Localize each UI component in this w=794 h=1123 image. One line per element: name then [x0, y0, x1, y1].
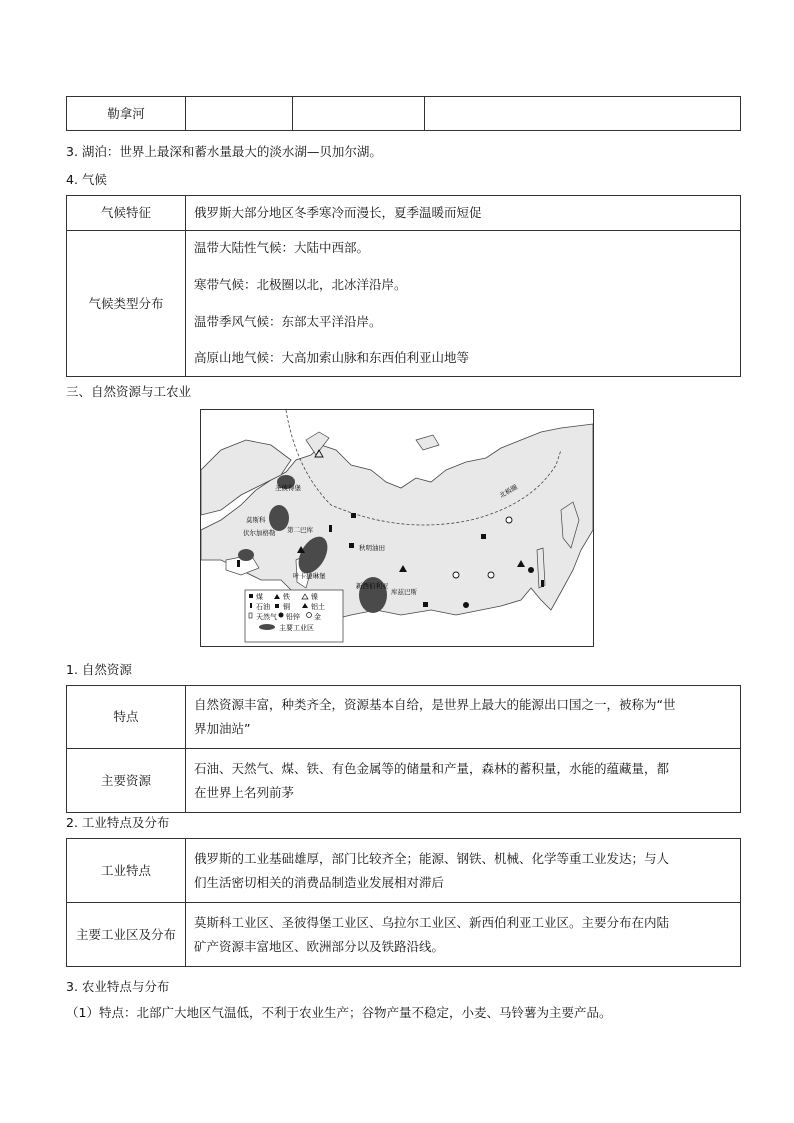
industry-feature-label: 工业特点	[67, 839, 186, 903]
legend-coal: 煤	[256, 593, 263, 601]
oil-icon	[329, 525, 332, 532]
legend-coal-icon	[249, 594, 253, 598]
coal-icon	[481, 534, 486, 539]
industry-zones-label: 主要工业区及分布	[67, 903, 186, 967]
gold-icon	[506, 517, 512, 523]
coal-icon	[351, 513, 356, 518]
empty-cell	[425, 97, 741, 131]
agriculture-heading: 3. 农业特点与分布	[66, 979, 170, 994]
text-line: 们生活密切相关的消费品制造业发展相对滞后	[194, 874, 445, 890]
gold-icon	[488, 572, 494, 578]
legend-industrial-zone: 主要工业区	[279, 624, 314, 632]
agriculture-text: （1）特点：北部广大地区气温低，不利于农业生产；谷物产量不稳定，小麦、马铃薯为主要产品。	[66, 1005, 612, 1020]
legend-gas: 天然气	[256, 613, 277, 621]
lead-zinc-icon	[528, 567, 534, 573]
oil-icon	[237, 560, 240, 567]
industry-heading: 2. 工业特点及分布	[66, 815, 170, 830]
text-line: 石油、天然气、煤、铁、有色金属等的储量和产量，森林的蓄积量，水能的蕴藏量，都	[194, 760, 670, 776]
text-line: 自然资源丰富，种类齐全，资源基本自给，是世界上最大的能源出口国之一，被称为“世	[194, 697, 676, 713]
climate-type-line: 温带季风气候：东部太平洋沿岸。	[194, 313, 382, 329]
climate-table	[66, 195, 741, 377]
label-volgograd: 伏尔加格勒	[243, 529, 276, 537]
legend-gold: 金	[314, 613, 321, 621]
natural-resources-heading: 1. 自然资源	[66, 662, 132, 677]
label-second-baku: 第二巴库	[287, 526, 313, 534]
arctic-circle-label: 北极圈	[498, 483, 519, 500]
resources-feature-value	[186, 686, 741, 749]
gold-icon	[453, 572, 459, 578]
text-line: 俄罗斯的工业基础雄厚，部门比较齐全；能源、钢铁、机械、化学等重工业发达；与人	[194, 850, 670, 866]
river-name-cell: 勒拿河	[67, 97, 186, 131]
legend-copper-icon	[275, 604, 279, 608]
empty-cell	[293, 97, 425, 131]
legend-nickel: 镍	[311, 593, 318, 601]
legend-industrial-zone-icon	[259, 624, 275, 630]
climate-feature-value: 俄罗斯大部分地区冬季寒冷而漫长，夏季温暖而短促	[186, 196, 741, 231]
lake-text: 3. 湖泊：世界上最深和蓄水量最大的淡水湖—贝加尔湖。	[66, 144, 382, 159]
text-line: 在世界上名列前茅	[194, 784, 295, 800]
legend-copper: 铜	[283, 603, 290, 611]
main-resources-label: 主要资源	[67, 749, 186, 813]
label-moscow: 莫斯科	[246, 516, 266, 524]
coal-icon	[423, 602, 428, 607]
lead-zinc-icon	[463, 602, 469, 608]
climate-type-line: 温带大陆性气候：大陆中西部。	[194, 240, 370, 255]
legend-lead-zinc-icon	[279, 613, 284, 618]
oil-icon	[541, 580, 544, 587]
climate-type-line: 寒带气候：北极圈以北，北冰洋沿岸。	[194, 276, 407, 292]
text-line: 界加油站”	[194, 721, 251, 736]
climate-types-label: 气候类型分布	[67, 231, 186, 377]
climate-feature-label: 气候特征	[67, 196, 186, 231]
climate-type-line: 高原山地气候：大高加索山脉和东西伯利亚山地等	[194, 350, 470, 366]
map-svg	[201, 410, 593, 646]
label-novosibirsk: 新西伯利亚	[356, 582, 389, 590]
industrial-zone-volga	[238, 549, 254, 561]
legend-gold-icon	[307, 613, 312, 618]
russia-resource-map	[200, 409, 594, 647]
industrial-zone-moscow	[269, 505, 289, 531]
label-tyumen: 秋明油田	[359, 544, 385, 552]
coal-icon	[349, 543, 354, 548]
industry-zones-value	[186, 903, 741, 967]
legend-oil-icon	[250, 603, 252, 608]
label-yekaterinburg: 叶卡捷琳堡	[293, 572, 326, 580]
resources-feature-label: 特点	[67, 686, 186, 749]
empty-cell	[186, 97, 293, 131]
main-resources-value	[186, 749, 741, 813]
text-line: 矿产资源丰富地区、欧洲部分以及铁路沿线。	[194, 938, 445, 954]
text-line: 莫斯科工业区、圣彼得堡工业区、乌拉尔工业区、新西伯利亚工业区。主要分布在内陆	[194, 914, 670, 930]
label-kuznetsk: 库兹巴斯	[391, 588, 417, 596]
legend-iron: 铁	[283, 593, 290, 601]
legend-bauxite: 铝土	[311, 603, 325, 611]
legend-lead-zinc: 铅锌	[286, 613, 300, 621]
industry-table	[66, 838, 741, 967]
climate-heading: 4. 气候	[66, 172, 107, 187]
industry-feature-value	[186, 839, 741, 903]
climate-types-value	[186, 231, 741, 377]
section3-heading: 三、自然资源与工农业	[66, 384, 192, 399]
natural-resources-table	[66, 685, 741, 813]
legend-oil: 石油	[256, 603, 270, 611]
label-st-petersburg: 圣彼得堡	[275, 484, 301, 492]
river-table	[66, 96, 741, 131]
